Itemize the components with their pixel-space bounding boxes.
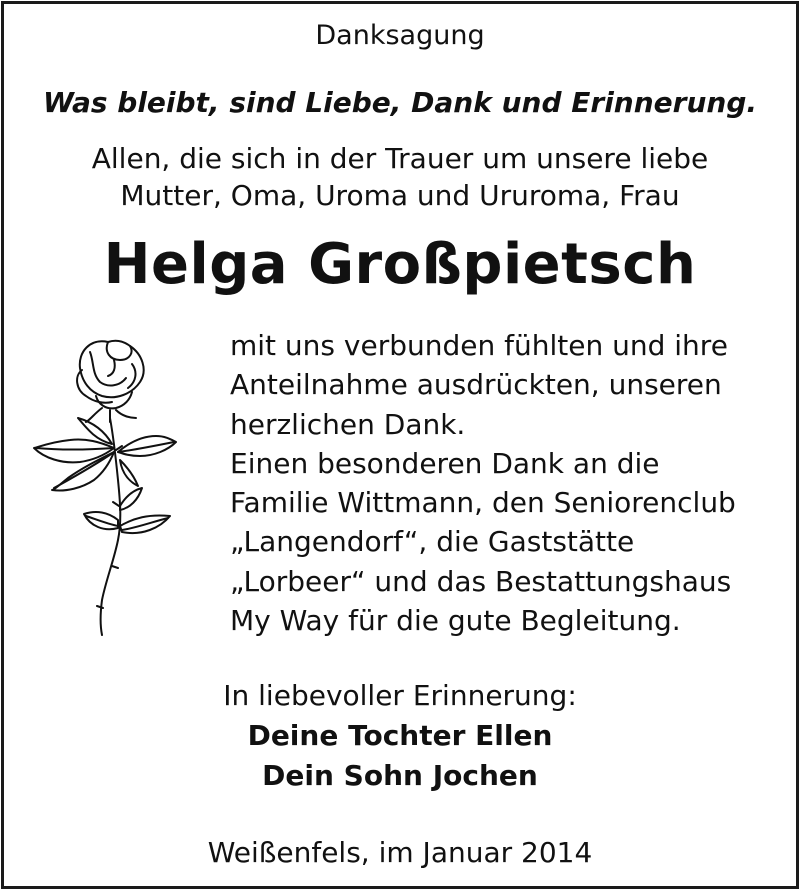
body-line: Familie Wittmann, den Seniorenclub (230, 486, 736, 520)
notice-intro (0, 140, 800, 214)
body-line: mit uns verbunden fühlten und ihre (230, 329, 728, 362)
notice-motto: Was bleibt, sind Liebe, Dank und Erinnerung. (42, 86, 757, 119)
thanks-text (230, 326, 736, 640)
notice-heading: Danksagung (315, 20, 485, 51)
rose-icon (30, 330, 180, 640)
closing-line: In liebevoller Erinnerung: (223, 679, 577, 712)
body-line: Anteilnahme ausdrückten, unseren (230, 368, 722, 402)
body-line: herzlichen Dank. (230, 407, 466, 441)
place-date: Weißenfels, im Januar 2014 (207, 836, 593, 869)
signer-daughter: Deine Tochter Ellen (247, 719, 553, 752)
intro-line: Mutter, Oma, Uroma und Ururoma, Frau (120, 179, 680, 212)
body-line: „Lorbeer“ und das Bestattungshaus (230, 564, 732, 598)
deceased-name: Helga Großpietsch (103, 232, 697, 297)
body-line: My Way für die gute Begleitung. (230, 604, 681, 638)
intro-line: Allen, die sich in der Trauer um unsere liebe (91, 142, 709, 175)
signer-son: Dein Sohn Jochen (262, 759, 538, 792)
body-line: Einen besonderen Dank an die (230, 446, 660, 480)
body-line: „Langendorf“, die Gaststätte (230, 525, 635, 559)
